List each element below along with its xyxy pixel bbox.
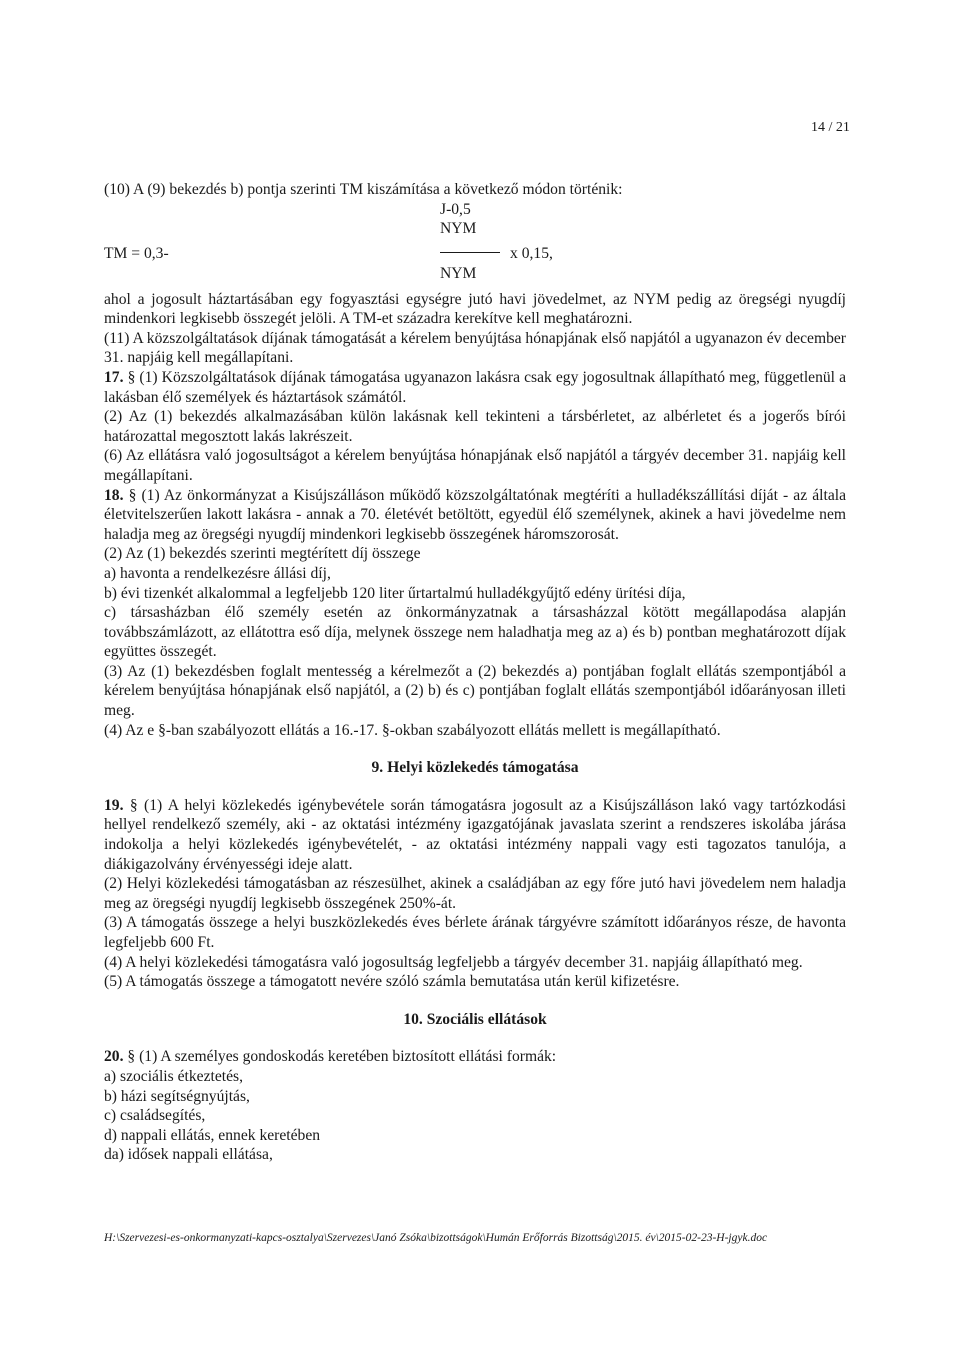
section-19: 19. § (1) A helyi közlekedés igénybevétele során támogatásra jogosult az a Kisújszálláson lakó vagy tartózkodási hellyel rendelkező személy, aki - az oktatási intézmény igazgatójának javaslata szerint a rendszeres iskolába járása indokolja a helyi közlekedés igénybevételét, - az oktatási intézmény nappali vagy esti tagozatos tanulója, a diákigazolvány érvényességi ideje alatt. xyxy=(104,796,846,873)
formula-nym-bottom: NYM xyxy=(440,264,477,282)
paragraph: (3) Az (1) bekezdésben foglalt mentesség a kérelmezőt a (2) bekezdés a) pontjában foglalt ellátás szempontjából a kérelem benyújtása hónapjának első napjától, a (2) b) és c) pontjában foglalt ellátás szempontjából időarányosan illeti meg. xyxy=(104,662,846,720)
paragraph: (2) Helyi közlekedési támogatásban az részesülhet, akinek a családjában az egy főre jutó havi jövedelem nem haladja meg az öregségi nyugdíj legkisebb összegének 250%-át. xyxy=(104,875,846,912)
section-heading: 9. Helyi közlekedés támogatása xyxy=(371,759,579,777)
formula-rhs: x 0,15, xyxy=(510,244,553,262)
file-path-footer: H:\Szervezesi-es-onkormanyzati-kapcs-osztalya\Szervezes\Janó Zsóka\bizottságok\Humán Erőforrás Bizottság\2015. év\2015-02-23-H-jgyk.doc xyxy=(104,1232,768,1244)
paragraph: (11) A közszolgáltatások díjának támogatását a kérelem benyújtása hónapjának első napjától a ugyanazon év december 31. napjáig kell megállapítani. xyxy=(104,329,846,367)
section-number: 19. xyxy=(104,796,124,814)
paragraph: (6) Az ellátásra való jogosultságot a kérelem benyújtása hónapjának első napjától a tárgyév december 31. napjáig kell megállapítani. xyxy=(104,447,846,484)
fraction-bar xyxy=(440,252,500,253)
paragraph: (4) Az e §-ban szabályozott ellátás a 16.-17. §-okban szabályozott ellátás mellett is megállapítható. xyxy=(104,721,721,739)
paragraph: (2) Az (1) bekezdés szerinti megtérített díj összege xyxy=(104,545,421,563)
paragraph: (2) Az (1) bekezdés alkalmazásában külön lakásnak kell tekinteni a társbérletet, az albérletet és a jogerős bírói határozattal megosztott lakás lakrészeit. xyxy=(104,408,846,445)
list-item: da) idősek nappali ellátása, xyxy=(104,1146,273,1164)
paragraph: c) társasházban élő személy esetén az önkormányzatnak a társasházzal kötött megállapodása alapján továbbszámlázott, az ellátottra eső díja, melynek összege nem haladhatja meg az a) és b) pontban meghatározott díjak együttes összegét. xyxy=(104,604,846,661)
section-number: 18. xyxy=(104,486,124,504)
paragraph: (5) A támogatás összege a támogatott nevére szóló számla bemutatása után kerül kifizetésre. xyxy=(104,973,680,991)
paragraph: ahol a jogosult háztartásában egy fogyasztási egységre jutó havi jövedelmet, az NYM pedig az öregségi nyugdíj mindenkori legkisebb összegét jelöli. A TM-et századra kerekítve kell meghatározni. xyxy=(104,290,846,328)
formula-nym-top: NYM xyxy=(440,219,477,237)
section-number: 17. xyxy=(104,368,124,386)
paragraph: (10) A (9) bekezdés b) pontja szerinti TM kiszámítása a következő módon történik: xyxy=(104,181,623,198)
paragraph: a) havonta a rendelkezésre állási díj, xyxy=(104,564,331,582)
list-item: a) szociális étkeztetés, xyxy=(104,1067,243,1085)
formula-numerator: J-0,5 xyxy=(440,200,471,218)
section-20: 20. § (1) A személyes gondoskodás keretében biztosított ellátási formák: xyxy=(104,1048,557,1066)
section-number: 20. xyxy=(104,1048,124,1066)
list-item: b) házi segítségnyújtás, xyxy=(104,1087,250,1105)
list-item: d) nappali ellátás, ennek keretében xyxy=(104,1126,321,1144)
formula-lhs: TM = 0,3- xyxy=(104,244,169,262)
section-17: 17. § (1) Közszolgáltatások díjának támogatása ugyanazon lakásra csak egy jogosultnak állapítható meg, függetlenül a lakásban élő személyek és háztartások számától. xyxy=(104,368,846,406)
document-body xyxy=(104,180,846,1165)
section-18: 18. § (1) Az önkormányzat a Kisújszálláson működő közszolgáltatónak megtéríti a hulladékszállítási díját - az általa életvitelszerűen lakott lakásra - annak a 70. életévét betöltött, egyedül élő személynek, akinek a havi jövedelme nem haladja meg az öregségi nyugdíj mindenkori legkisebb összegének háromszorosát. xyxy=(104,486,846,543)
paragraph: (4) A helyi közlekedési támogatásra való jogosultság legfeljebb a tárgyév december 31. napjáig állapítható meg. xyxy=(104,953,803,971)
tm-formula xyxy=(104,200,846,290)
section-heading: 10. Szociális ellátások xyxy=(403,1010,547,1028)
list-item: c) családsegítés, xyxy=(104,1107,206,1125)
paragraph: b) évi tizenkét alkalommal a legfeljebb 120 liter űrtartalmú hulladékgyűjtő edény ürítési díja, xyxy=(104,584,686,602)
page-number: 14 / 21 xyxy=(811,120,850,135)
paragraph: (3) A támogatás összege a helyi buszközlekedés éves bérlete árának tárgyévre számított időarányos része, de havonta legfeljebb 600 Ft. xyxy=(104,914,846,951)
